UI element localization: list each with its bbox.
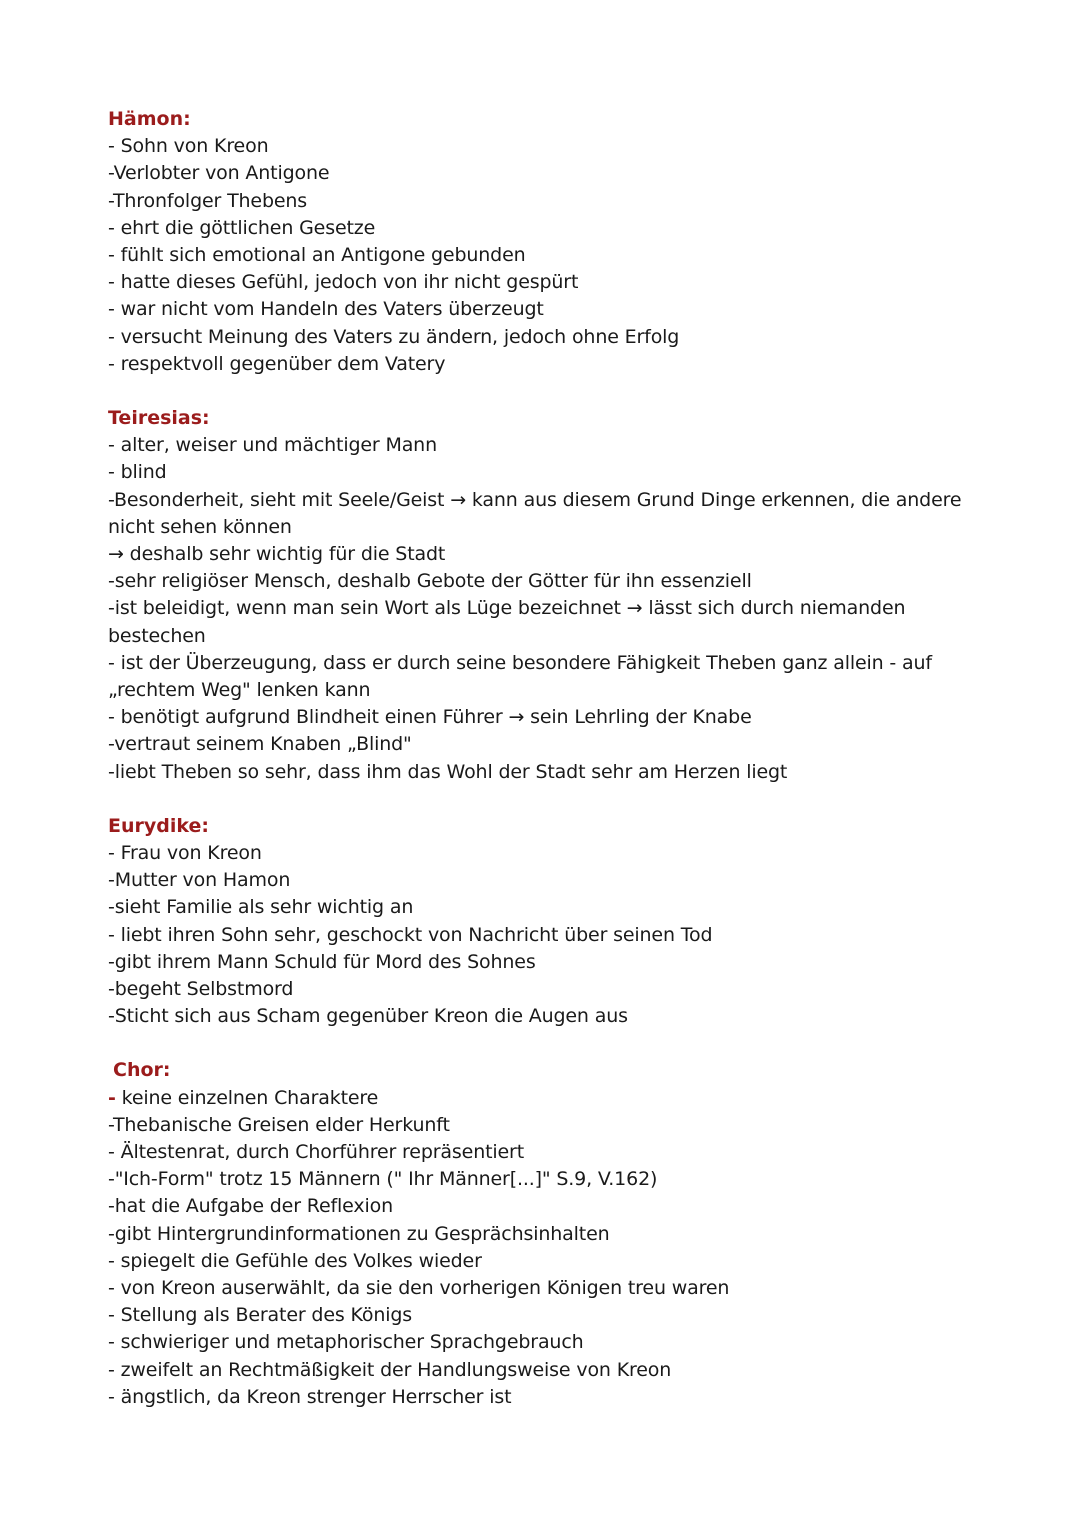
section-title: Eurydike: bbox=[108, 814, 209, 837]
list-item: → deshalb sehr wichtig für die Stadt bbox=[108, 543, 446, 566]
list-item: -sieht Familie als sehr wichtig an bbox=[108, 896, 414, 919]
list-item: -Verlobter von Antigone bbox=[108, 162, 330, 185]
document-page bbox=[108, 106, 988, 1438]
list-item: bestechen bbox=[108, 624, 206, 647]
list-item: - Ältestenrat, durch Chorführer repräsentiert bbox=[108, 1141, 525, 1164]
list-item: - ehrt die göttlichen Gesetze bbox=[108, 216, 376, 239]
list-item: -"Ich-Form" trotz 15 Männern (" Ihr Männer[...]" S.9, V.162) bbox=[108, 1168, 658, 1191]
list-item: -Besonderheit, sieht mit Seele/Geist → kann aus diesem Grund Dinge erkennen, die andere bbox=[108, 488, 962, 511]
section-teiresias bbox=[108, 405, 988, 786]
list-item: - alter, weiser und mächtiger Mann bbox=[108, 434, 437, 457]
list-item: -Thebanische Greisen elder Herkunft bbox=[108, 1113, 450, 1136]
list-item: - ist der Überzeugung, dass er durch seine besondere Fähigkeit Theben ganz allein - auf bbox=[108, 651, 932, 674]
list-item: - blind bbox=[108, 461, 167, 484]
list-item: - schwieriger und metaphorischer Sprachgebrauch bbox=[108, 1331, 584, 1354]
list-item: -gibt Hintergrundinformationen zu Gesprächsinhalten bbox=[108, 1222, 610, 1245]
list-item: - Stellung als Berater des Königs bbox=[108, 1304, 413, 1327]
list-item: - benötigt aufgrund Blindheit einen Führer → sein Lehrling der Knabe bbox=[108, 706, 752, 729]
list-item: - spiegelt die Gefühle des Volkes wieder bbox=[108, 1249, 482, 1272]
list-item-text: keine einzelnen Charaktere bbox=[115, 1086, 379, 1109]
section-chor bbox=[108, 1057, 988, 1411]
list-item bbox=[108, 1085, 988, 1112]
list-item: -hat die Aufgabe der Reflexion bbox=[108, 1195, 393, 1218]
list-item: - hatte dieses Gefühl, jedoch von ihr nicht gespürt bbox=[108, 271, 579, 294]
list-item: -liebt Theben so sehr, dass ihm das Wohl der Stadt sehr am Herzen liegt bbox=[108, 760, 788, 783]
list-item: -Mutter von Hamon bbox=[108, 869, 291, 892]
section-haemon bbox=[108, 106, 988, 378]
list-item: „rechtem Weg" lenken kann bbox=[108, 679, 371, 702]
list-item: -vertraut seinem Knaben „Blind" bbox=[108, 733, 412, 756]
list-item: -gibt ihrem Mann Schuld für Mord des Sohnes bbox=[108, 950, 536, 973]
list-item: - Frau von Kreon bbox=[108, 842, 262, 865]
list-item: - Sohn von Kreon bbox=[108, 135, 269, 158]
section-eurydike bbox=[108, 813, 988, 1031]
list-item: -begeht Selbstmord bbox=[108, 978, 294, 1001]
list-item: -ist beleidigt, wenn man sein Wort als Lüge bezeichnet → lässt sich durch niemanden bbox=[108, 597, 906, 620]
list-item: - von Kreon auserwählt, da sie den vorherigen Königen treu waren bbox=[108, 1277, 730, 1300]
list-item: - zweifelt an Rechtmäßigkeit der Handlungsweise von Kreon bbox=[108, 1358, 672, 1381]
list-item: - war nicht vom Handeln des Vaters überzeugt bbox=[108, 298, 544, 321]
list-item: - ängstlich, da Kreon strenger Herrscher ist bbox=[108, 1385, 512, 1408]
list-item: - versucht Meinung des Vaters zu ändern, jedoch ohne Erfolg bbox=[108, 325, 680, 348]
section-title: Chor: bbox=[113, 1059, 171, 1082]
accent-dash: - bbox=[108, 1086, 116, 1109]
list-item: - respektvoll gegenüber dem Vatery bbox=[108, 352, 446, 375]
list-item: - liebt ihren Sohn sehr, geschockt von Nachricht über seinen Tod bbox=[108, 923, 713, 946]
list-item: nicht sehen können bbox=[108, 515, 292, 538]
list-item: -Sticht sich aus Scham gegenüber Kreon die Augen aus bbox=[108, 1005, 628, 1028]
section-title: Hämon: bbox=[108, 108, 191, 130]
list-item: -Thronfolger Thebens bbox=[108, 189, 308, 212]
section-title: Teiresias: bbox=[108, 407, 210, 430]
list-item: -sehr religiöser Mensch, deshalb Gebote der Götter für ihn essenziell bbox=[108, 570, 752, 593]
list-item: - fühlt sich emotional an Antigone gebunden bbox=[108, 244, 526, 266]
